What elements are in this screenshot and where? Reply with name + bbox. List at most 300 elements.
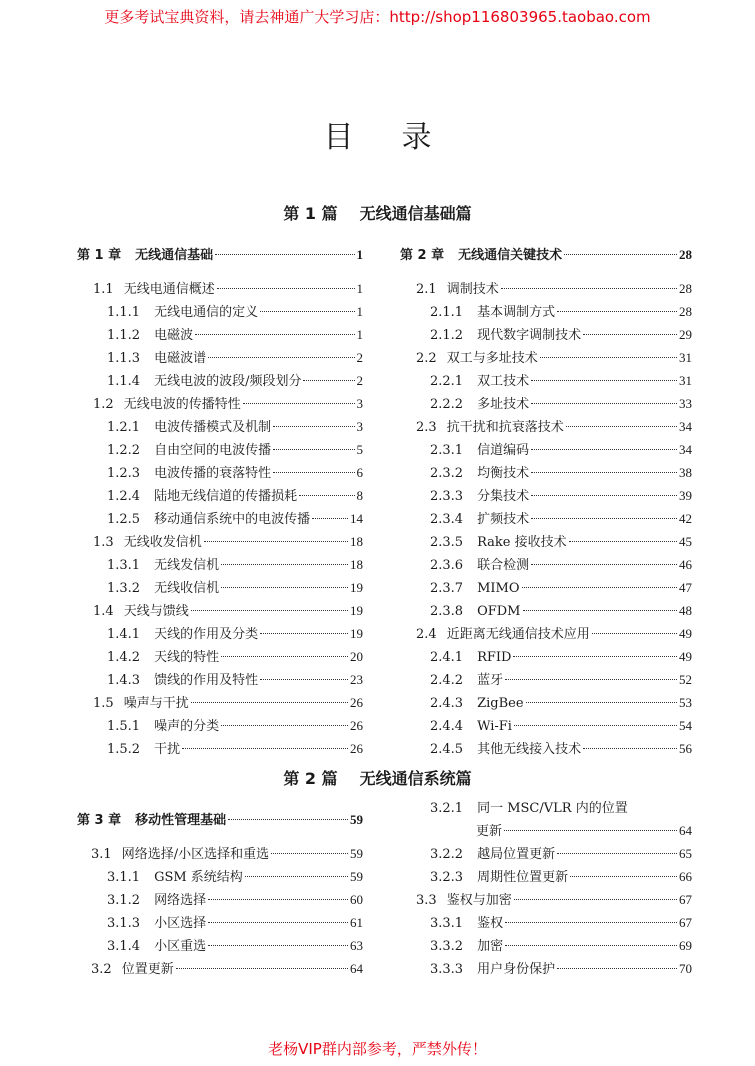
toc-entry-title: 电波传播的衰落特性 bbox=[154, 466, 272, 481]
toc-entry-page: 42 bbox=[679, 511, 692, 526]
toc-entry-page: 52 bbox=[679, 672, 692, 687]
toc-entry-page: 65 bbox=[679, 846, 692, 861]
toc-entry-title: 越局位置更新 bbox=[477, 847, 556, 862]
toc-entry-number: 第 1 章 bbox=[77, 248, 122, 263]
toc-entry-title: 电磁波谱 bbox=[154, 351, 207, 366]
toc-entry-number: 1.4 bbox=[93, 604, 114, 619]
toc-entry-number: 3.3.1 bbox=[430, 916, 464, 931]
toc-entry-title: 移动通信系统中的电波传播 bbox=[154, 512, 311, 527]
toc-entry-title: 联合检测 bbox=[477, 558, 530, 573]
toc-entry bbox=[93, 694, 363, 712]
dot-leader bbox=[504, 830, 677, 831]
dot-leader bbox=[273, 472, 354, 473]
toc-entry bbox=[430, 533, 692, 551]
toc-entry bbox=[416, 891, 692, 909]
toc-entry bbox=[107, 418, 363, 436]
toc-entry-title: 移动性管理基础 bbox=[135, 813, 227, 828]
toc-entry-page: 67 bbox=[679, 892, 692, 907]
toc-entry-number: 2.4.2 bbox=[430, 673, 464, 688]
toc-entry-number: 2.4.1 bbox=[430, 650, 464, 665]
toc-entry bbox=[430, 717, 692, 735]
toc-entry-page: 48 bbox=[679, 603, 692, 618]
toc-entry bbox=[416, 280, 692, 298]
toc-entry-number: 1.1 bbox=[93, 282, 114, 297]
toc-entry bbox=[430, 579, 692, 597]
toc-entry-title: 现代数字调制技术 bbox=[477, 328, 582, 343]
toc-entry-number: 3.2.1 bbox=[430, 801, 464, 816]
toc-entry-page: 70 bbox=[679, 961, 692, 976]
toc-entry-number: 1.3.1 bbox=[107, 558, 141, 573]
toc-entry bbox=[416, 625, 692, 643]
toc-entry-number: 2.3.7 bbox=[430, 581, 464, 596]
toc-entry-page: 59 bbox=[350, 812, 363, 827]
toc-entry-page: 1 bbox=[356, 281, 363, 296]
toc-entry-page: 1 bbox=[356, 247, 363, 262]
toc-entry-page: 23 bbox=[350, 672, 363, 687]
dot-leader bbox=[583, 334, 677, 335]
toc-entry-number: 2.3.3 bbox=[430, 489, 464, 504]
dot-leader bbox=[531, 495, 677, 496]
toc-entry-number: 1.5 bbox=[93, 696, 114, 711]
dot-leader bbox=[176, 968, 348, 969]
toc-entry-number: 1.2.4 bbox=[107, 489, 141, 504]
toc-entry-number: 3.1 bbox=[91, 847, 112, 862]
toc-entry bbox=[430, 671, 692, 689]
toc-entry-title: 抗干扰和抗衰落技术 bbox=[446, 420, 564, 435]
toc-entry-number: 3.3.3 bbox=[430, 962, 464, 977]
toc-entry-title: 天线的作用及分类 bbox=[154, 627, 259, 642]
toc-entry-page: 53 bbox=[679, 695, 692, 710]
toc-entry-page: 18 bbox=[350, 557, 363, 572]
toc-entry bbox=[430, 487, 692, 505]
dot-leader bbox=[221, 564, 348, 565]
toc-entry-page: 56 bbox=[679, 741, 692, 756]
toc-entry-title: 多址技术 bbox=[477, 397, 530, 412]
toc-entry bbox=[77, 811, 363, 829]
toc-entry-title: Wi-Fi bbox=[477, 719, 512, 734]
toc-entry-title: 无线电波的传播特性 bbox=[123, 397, 241, 412]
dot-leader bbox=[531, 403, 677, 404]
toc-entry-title: 无线电通信概述 bbox=[123, 282, 215, 297]
toc-entry-number: 1.4.3 bbox=[107, 673, 141, 688]
toc-entry-page: 34 bbox=[679, 419, 692, 434]
toc-entry-number: 3.2 bbox=[91, 962, 112, 977]
toc-entry bbox=[107, 937, 363, 955]
toc-entry bbox=[107, 914, 363, 932]
dot-leader bbox=[523, 610, 678, 611]
toc-entry-page: 38 bbox=[679, 465, 692, 480]
toc-entry-page: 64 bbox=[350, 961, 363, 976]
toc-entry bbox=[430, 845, 692, 863]
part-2-name: 无线通信系统篇 bbox=[359, 769, 472, 788]
toc-entry-title: 双工技术 bbox=[477, 374, 530, 389]
toc-entry-page: 3 bbox=[356, 419, 363, 434]
dot-leader bbox=[514, 899, 677, 900]
toc-entry bbox=[91, 845, 363, 863]
toc-entry-number: 1.1.2 bbox=[107, 328, 141, 343]
toc-entry-title: 位置更新 bbox=[121, 962, 174, 977]
toc-entry bbox=[107, 648, 363, 666]
dot-leader bbox=[191, 702, 348, 703]
toc-entry-page: 29 bbox=[679, 327, 692, 342]
toc-entry-number: 1.2 bbox=[93, 397, 114, 412]
footer-notice: 老杨VIP群内部参考，严禁外传！ bbox=[268, 1040, 487, 1058]
dot-leader bbox=[531, 380, 677, 381]
dot-leader bbox=[592, 633, 677, 634]
toc-entry-title: 同一 MSC/VLR 内的位置 bbox=[477, 801, 628, 816]
toc-entry-page: 8 bbox=[356, 488, 363, 503]
toc-entry bbox=[107, 868, 363, 886]
dot-leader bbox=[208, 357, 354, 358]
dot-leader bbox=[303, 380, 354, 381]
dot-leader bbox=[299, 495, 354, 496]
dot-leader bbox=[505, 945, 677, 946]
toc-entry-number: 2.1.1 bbox=[430, 305, 464, 320]
toc-entry-number: 2.4.4 bbox=[430, 719, 464, 734]
dot-leader bbox=[221, 725, 348, 726]
toc-entry-page: 1 bbox=[356, 327, 363, 342]
toc-entry-title: 更新 bbox=[476, 824, 503, 839]
dot-leader bbox=[182, 748, 348, 749]
toc-entry-number: 1.3 bbox=[93, 535, 114, 550]
toc-entry-title: 无线发信机 bbox=[154, 558, 220, 573]
toc-entry-title: MIMO bbox=[477, 581, 520, 596]
toc-entry-page: 20 bbox=[350, 649, 363, 664]
toc-entry bbox=[430, 326, 692, 344]
toc-entry-title: 无线通信基础 bbox=[135, 248, 214, 263]
toc-entry-title: 电波传播模式及机制 bbox=[154, 420, 272, 435]
part-1-heading bbox=[0, 201, 755, 224]
dot-leader bbox=[570, 876, 677, 877]
toc-entry bbox=[107, 625, 363, 643]
toc-entry-title: OFDM bbox=[477, 604, 521, 619]
dot-leader bbox=[217, 288, 355, 289]
dot-leader bbox=[531, 472, 677, 473]
dot-leader bbox=[505, 922, 677, 923]
toc-entry bbox=[107, 326, 363, 344]
dot-leader bbox=[191, 610, 348, 611]
toc-entry bbox=[93, 395, 363, 413]
toc-entry bbox=[107, 579, 363, 597]
toc-entry-number: 1.2.2 bbox=[107, 443, 141, 458]
toc-entry-number: 2.1 bbox=[416, 282, 437, 297]
toc-entry-page: 45 bbox=[679, 534, 692, 549]
toc-entry-number: 2.3.5 bbox=[430, 535, 464, 550]
toc-entry bbox=[107, 487, 363, 505]
dot-leader bbox=[208, 945, 348, 946]
toc-entry-page: 31 bbox=[679, 373, 692, 388]
toc-entry bbox=[77, 246, 363, 264]
toc-entry-page: 28 bbox=[679, 247, 692, 262]
toc-entry-number: 2.2.1 bbox=[430, 374, 464, 389]
toc-entry-title: 小区重选 bbox=[154, 939, 207, 954]
toc-entry-page: 49 bbox=[679, 649, 692, 664]
toc-entry-title: 噪声与干扰 bbox=[123, 696, 189, 711]
toc-entry-page: 26 bbox=[350, 718, 363, 733]
dot-leader bbox=[526, 702, 677, 703]
toc-entry-number: 1.4.2 bbox=[107, 650, 141, 665]
dot-leader bbox=[260, 679, 348, 680]
toc-entry bbox=[107, 671, 363, 689]
toc-entry-number: 1.1.4 bbox=[107, 374, 141, 389]
toc-entry-title: 用户身份保护 bbox=[477, 962, 556, 977]
part-1-number: 第 1 篇 bbox=[283, 204, 338, 223]
toc-entry-title: ZigBee bbox=[477, 696, 524, 711]
toc-entry bbox=[91, 960, 363, 978]
toc-entry-title: 其他无线接入技术 bbox=[477, 742, 582, 757]
toc-entry-number: 2.1.2 bbox=[430, 328, 464, 343]
dot-leader bbox=[208, 899, 348, 900]
dot-leader bbox=[208, 922, 348, 923]
toc-entry-page: 19 bbox=[350, 603, 363, 618]
toc-entry-number: 2.3.6 bbox=[430, 558, 464, 573]
toc-entry bbox=[430, 303, 692, 321]
toc-entry bbox=[400, 246, 692, 264]
toc-entry bbox=[430, 740, 692, 758]
toc-entry bbox=[430, 556, 692, 574]
dot-leader bbox=[501, 288, 677, 289]
toc-entry bbox=[107, 717, 363, 735]
part-2-number: 第 2 篇 bbox=[283, 769, 338, 788]
toc-entry bbox=[430, 648, 692, 666]
toc-entry-page: 49 bbox=[679, 626, 692, 641]
dot-leader bbox=[513, 656, 677, 657]
toc-entry-title: 小区选择 bbox=[154, 916, 207, 931]
toc-entry-page: 6 bbox=[356, 465, 363, 480]
toc-entry-number: 3.2.2 bbox=[430, 847, 464, 862]
toc-entry-number: 3.1.2 bbox=[107, 893, 141, 908]
toc-entry-title: 无线收发信机 bbox=[123, 535, 202, 550]
toc-entry bbox=[430, 372, 692, 390]
toc-entry bbox=[107, 372, 363, 390]
dot-leader bbox=[221, 656, 348, 657]
toc-entry-page: 67 bbox=[679, 915, 692, 930]
toc-entry-page: 47 bbox=[679, 580, 692, 595]
dot-leader bbox=[557, 968, 677, 969]
toc-entry-number: 第 2 章 bbox=[400, 248, 445, 263]
toc-entry bbox=[107, 464, 363, 482]
toc-entry-title: 无线收信机 bbox=[154, 581, 220, 596]
toc-entry bbox=[430, 395, 692, 413]
dot-leader bbox=[221, 587, 348, 588]
toc-entry bbox=[107, 891, 363, 909]
toc-entry-title: 天线的特性 bbox=[154, 650, 220, 665]
toc-entry-number: 3.1.4 bbox=[107, 939, 141, 954]
dot-leader bbox=[260, 633, 348, 634]
toc-entry-page: 59 bbox=[350, 869, 363, 884]
toc-entry-page: 2 bbox=[356, 373, 363, 388]
toc-entry bbox=[430, 800, 692, 818]
toc-entry bbox=[107, 349, 363, 367]
toc-entry-number: 1.2.5 bbox=[107, 512, 141, 527]
toc-entry-page: 28 bbox=[679, 281, 692, 296]
dot-leader bbox=[228, 819, 348, 820]
toc-entry-page: 54 bbox=[679, 718, 692, 733]
toc-entry-title: 蓝牙 bbox=[477, 673, 504, 688]
dot-leader bbox=[312, 518, 348, 519]
toc-entry bbox=[416, 349, 692, 367]
toc-entry-number: 1.2.1 bbox=[107, 420, 141, 435]
toc-entry bbox=[93, 602, 363, 620]
toc-entry bbox=[430, 602, 692, 620]
toc-entry-page: 61 bbox=[350, 915, 363, 930]
toc-entry-title: GSM 系统结构 bbox=[154, 870, 243, 885]
toc-entry-number: 1.1.1 bbox=[107, 305, 141, 320]
toc-entry-page: 1 bbox=[356, 304, 363, 319]
toc-entry-title: 噪声的分类 bbox=[154, 719, 220, 734]
toc-entry-number: 1.5.1 bbox=[107, 719, 141, 734]
toc-entry-page: 64 bbox=[679, 823, 692, 838]
dot-leader bbox=[195, 334, 354, 335]
toc-entry-number: 3.3.2 bbox=[430, 939, 464, 954]
dot-leader bbox=[505, 679, 677, 680]
dot-leader bbox=[566, 426, 677, 427]
toc-entry-page: 19 bbox=[350, 580, 363, 595]
toc-entry-title: 扩频技术 bbox=[477, 512, 530, 527]
toc-entry-title: 干扰 bbox=[154, 742, 181, 757]
toc-entry-number: 第 3 章 bbox=[77, 813, 122, 828]
toc-entry-page: 19 bbox=[350, 626, 363, 641]
toc-entry-title: 信道编码 bbox=[477, 443, 530, 458]
toc-entry-page: 33 bbox=[679, 396, 692, 411]
toc-entry-number: 3.1.1 bbox=[107, 870, 141, 885]
dot-leader bbox=[271, 853, 348, 854]
toc-entry bbox=[430, 868, 692, 886]
toc-entry-title: 无线电波的波段/频段划分 bbox=[154, 374, 302, 389]
dot-leader bbox=[531, 564, 677, 565]
toc-entry-page: 46 bbox=[679, 557, 692, 572]
toc-entry-page: 34 bbox=[679, 442, 692, 457]
toc-entry-number: 2.3.4 bbox=[430, 512, 464, 527]
toc-entry bbox=[107, 303, 363, 321]
toc-entry bbox=[416, 418, 692, 436]
toc-entry-title: 调制技术 bbox=[446, 282, 499, 297]
toc-entry-page: 31 bbox=[679, 350, 692, 365]
toc-entry-page: 69 bbox=[679, 938, 692, 953]
dot-leader bbox=[514, 725, 677, 726]
toc-entry bbox=[93, 280, 363, 298]
toc-entry-title: 天线与馈线 bbox=[123, 604, 189, 619]
toc-entry-title: 双工与多址技术 bbox=[446, 351, 538, 366]
toc-entry-page: 2 bbox=[356, 350, 363, 365]
toc-entry-number: 3.2.3 bbox=[430, 870, 464, 885]
toc-entry-number: 2.2 bbox=[416, 351, 437, 366]
toc-entry-title: 网络选择 bbox=[154, 893, 207, 908]
toc-entry-number: 2.4.3 bbox=[430, 696, 464, 711]
page-title: 目录 bbox=[323, 120, 480, 155]
toc-entry-number: 1.2.3 bbox=[107, 466, 141, 481]
part-1-name: 无线通信基础篇 bbox=[359, 204, 472, 223]
toc-entry-title: 无线通信关键技术 bbox=[458, 248, 563, 263]
dot-leader bbox=[204, 541, 348, 542]
toc-entry bbox=[107, 441, 363, 459]
toc-entry-number: 2.4.5 bbox=[430, 742, 464, 757]
dot-leader bbox=[245, 876, 348, 877]
toc-entry-page: 3 bbox=[356, 396, 363, 411]
dot-leader bbox=[564, 254, 677, 255]
toc-entry-number: 2.3.1 bbox=[430, 443, 464, 458]
dot-leader bbox=[557, 853, 677, 854]
toc-entry-page: 60 bbox=[350, 892, 363, 907]
dot-leader bbox=[215, 254, 354, 255]
toc-entry bbox=[107, 556, 363, 574]
toc-entry-number: 2.2.2 bbox=[430, 397, 464, 412]
toc-entry-number: 1.5.2 bbox=[107, 742, 141, 757]
toc-entry-number: 2.3.2 bbox=[430, 466, 464, 481]
toc-entry-title: 馈线的作用及特性 bbox=[154, 673, 259, 688]
toc-entry bbox=[107, 740, 363, 758]
toc-entry-title: Rake 接收技术 bbox=[477, 535, 567, 550]
toc-entry bbox=[430, 510, 692, 528]
toc-entry bbox=[476, 822, 692, 840]
dot-leader bbox=[531, 518, 677, 519]
toc-entry-title: 无线电通信的定义 bbox=[154, 305, 259, 320]
toc-entry-title: 近距离无线通信技术应用 bbox=[446, 627, 590, 642]
toc-entry-number: 2.3.8 bbox=[430, 604, 464, 619]
toc-entry-page: 26 bbox=[350, 695, 363, 710]
toc-entry-number: 2.4 bbox=[416, 627, 437, 642]
toc-entry bbox=[430, 464, 692, 482]
dot-leader bbox=[540, 357, 677, 358]
promo-banner: 更多考试宝典资料，请去神通广大学习店：http://shop116803965.taobao.com bbox=[104, 8, 651, 26]
toc-entry-page: 26 bbox=[350, 741, 363, 756]
toc-entry-title: 陆地无线信道的传播损耗 bbox=[154, 489, 298, 504]
toc-entry bbox=[430, 441, 692, 459]
toc-entry-number: 3.3 bbox=[416, 893, 437, 908]
toc-entry-page: 63 bbox=[350, 938, 363, 953]
dot-leader bbox=[583, 748, 677, 749]
dot-leader bbox=[569, 541, 677, 542]
toc-entry-number: 2.3 bbox=[416, 420, 437, 435]
dot-leader bbox=[522, 587, 678, 588]
toc-entry-page: 59 bbox=[350, 846, 363, 861]
toc-entry-title: 分集技术 bbox=[477, 489, 530, 504]
toc-entry-number: 1.3.2 bbox=[107, 581, 141, 596]
toc-entry-number: 3.1.3 bbox=[107, 916, 141, 931]
toc-entry bbox=[430, 694, 692, 712]
toc-entry bbox=[107, 510, 363, 528]
dot-leader bbox=[273, 449, 354, 450]
toc-entry-title: 加密 bbox=[477, 939, 504, 954]
toc-entry-title: 网络选择/小区选择和重选 bbox=[121, 847, 270, 862]
dot-leader bbox=[273, 426, 354, 427]
toc-entry-title: 电磁波 bbox=[154, 328, 194, 343]
toc-entry-number: 1.1.3 bbox=[107, 351, 141, 366]
dot-leader bbox=[557, 311, 677, 312]
dot-leader bbox=[260, 311, 354, 312]
toc-entry-page: 28 bbox=[679, 304, 692, 319]
toc-entry-title: 鉴权 bbox=[477, 916, 504, 931]
dot-leader bbox=[243, 403, 355, 404]
dot-leader bbox=[531, 449, 677, 450]
toc-entry-page: 39 bbox=[679, 488, 692, 503]
toc-entry bbox=[430, 914, 692, 932]
toc-entry-title: 均衡技术 bbox=[477, 466, 530, 481]
toc-entry-title: 基本调制方式 bbox=[477, 305, 556, 320]
toc-entry bbox=[430, 960, 692, 978]
toc-entry-page: 18 bbox=[350, 534, 363, 549]
part-2-heading bbox=[0, 766, 755, 789]
toc-entry-page: 5 bbox=[356, 442, 363, 457]
toc-entry-title: 自由空间的电波传播 bbox=[154, 443, 272, 458]
toc-entry bbox=[430, 937, 692, 955]
toc-entry-page: 66 bbox=[679, 869, 692, 884]
toc-entry-number: 1.4.1 bbox=[107, 627, 141, 642]
toc-entry-title: 鉴权与加密 bbox=[446, 893, 512, 908]
toc-entry-title: 周期性位置更新 bbox=[477, 870, 569, 885]
toc-entry-title: RFID bbox=[477, 650, 512, 665]
toc-entry-page: 14 bbox=[350, 511, 363, 526]
